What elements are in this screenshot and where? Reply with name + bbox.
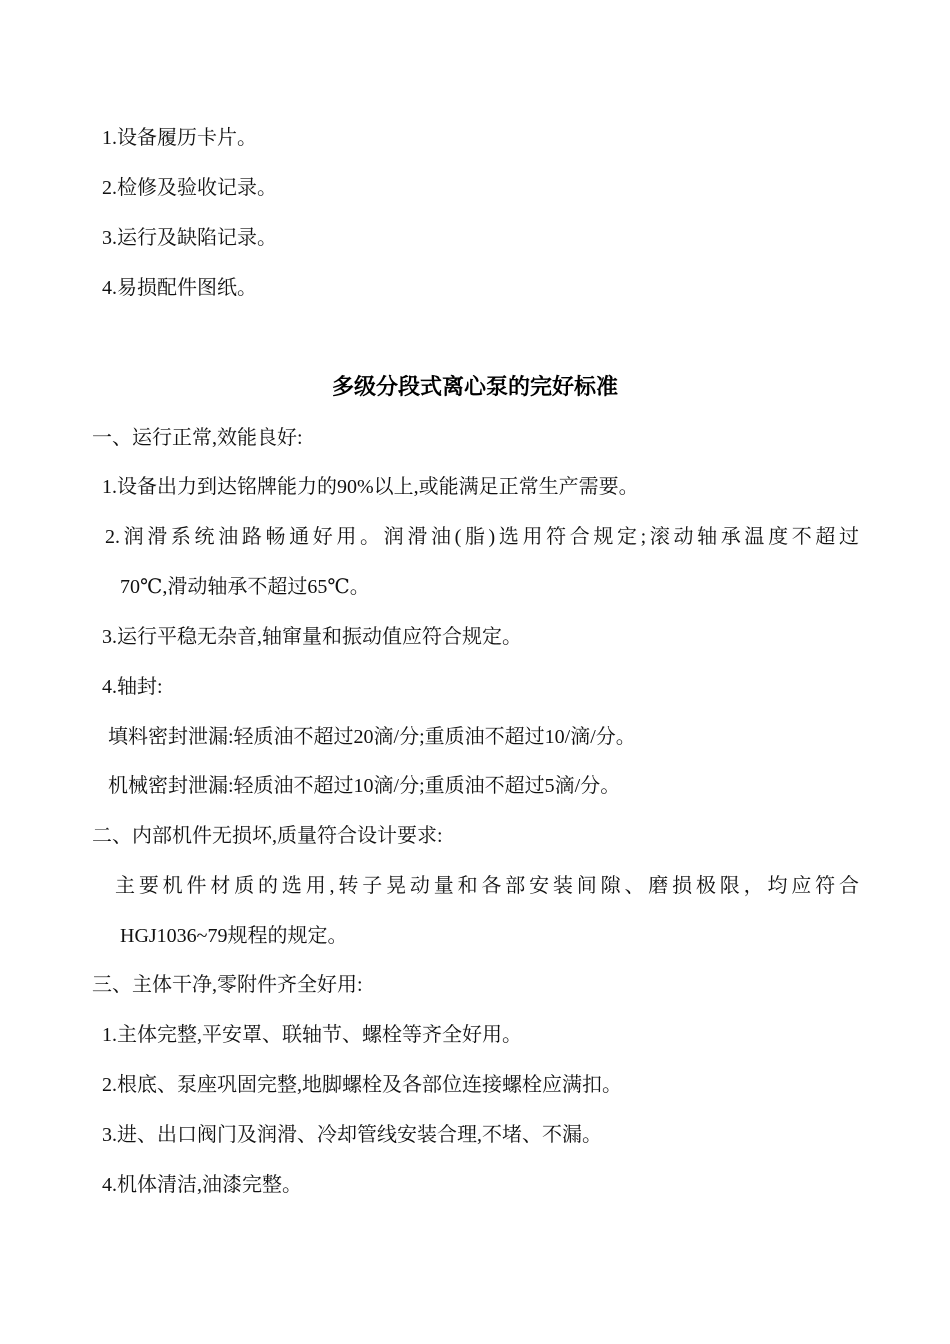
section-2-body-line-1: 主要机件材质的选用,转子晃动量和各部安装间隙、磨损极限，均应符合 [115, 875, 859, 897]
record-item-3: 3.运行及缺陷记录。 [102, 227, 277, 249]
section-1-item-2-line-1: 2.润滑系统油路畅通好用。润滑油(脂)选用符合规定;滚动轴承温度不超过 [105, 526, 859, 548]
section-3-item-1: 1.主体完整,平安罩、联轴节、螺栓等齐全好用。 [102, 1024, 522, 1046]
section-2-heading: 二、内部机件无损坏,质量符合设计要求: [92, 825, 443, 847]
section-3-item-3: 3.进、出口阀门及润滑、冷却管线安装合理,不堵、不漏。 [102, 1124, 602, 1146]
section-3-heading: 三、主体干净,零附件齐全好用: [92, 974, 363, 996]
section-1-item-3: 3.运行平稳无杂音,轴窜量和振动值应符合规定。 [102, 626, 522, 648]
section-1-item-4: 4.轴封: [102, 676, 163, 698]
section-3-item-2: 2.根底、泵座巩固完整,地脚螺栓及各部位连接螺栓应满扣。 [102, 1074, 622, 1096]
section-1-heading: 一、运行正常,效能良好: [92, 427, 303, 449]
section-1-item-1: 1.设备出力到达铭牌能力的90%以上,或能满足正常生产需要。 [102, 476, 639, 498]
section-1-item-4-packing: 填料密封泄漏:轻质油不超过20滴/分;重质油不超过10/滴/分。 [108, 726, 636, 748]
section-2-body-line-2: HGJ1036~79规程的规定。 [120, 925, 348, 947]
section-1-item-4-mechanical: 机械密封泄漏:轻质油不超过10滴/分;重质油不超过5滴/分。 [108, 775, 621, 797]
record-item-2: 2.检修及验收记录。 [102, 177, 277, 199]
record-item-4: 4.易损配件图纸。 [102, 277, 257, 299]
document-title: 多级分段式离心泵的完好标准 [331, 375, 618, 400]
section-1-item-2-line-2: 70℃,滑动轴承不超过65℃。 [120, 576, 370, 598]
section-3-item-4: 4.机体清洁,油漆完整。 [102, 1174, 302, 1196]
record-item-1: 1.设备履历卡片。 [102, 127, 257, 149]
